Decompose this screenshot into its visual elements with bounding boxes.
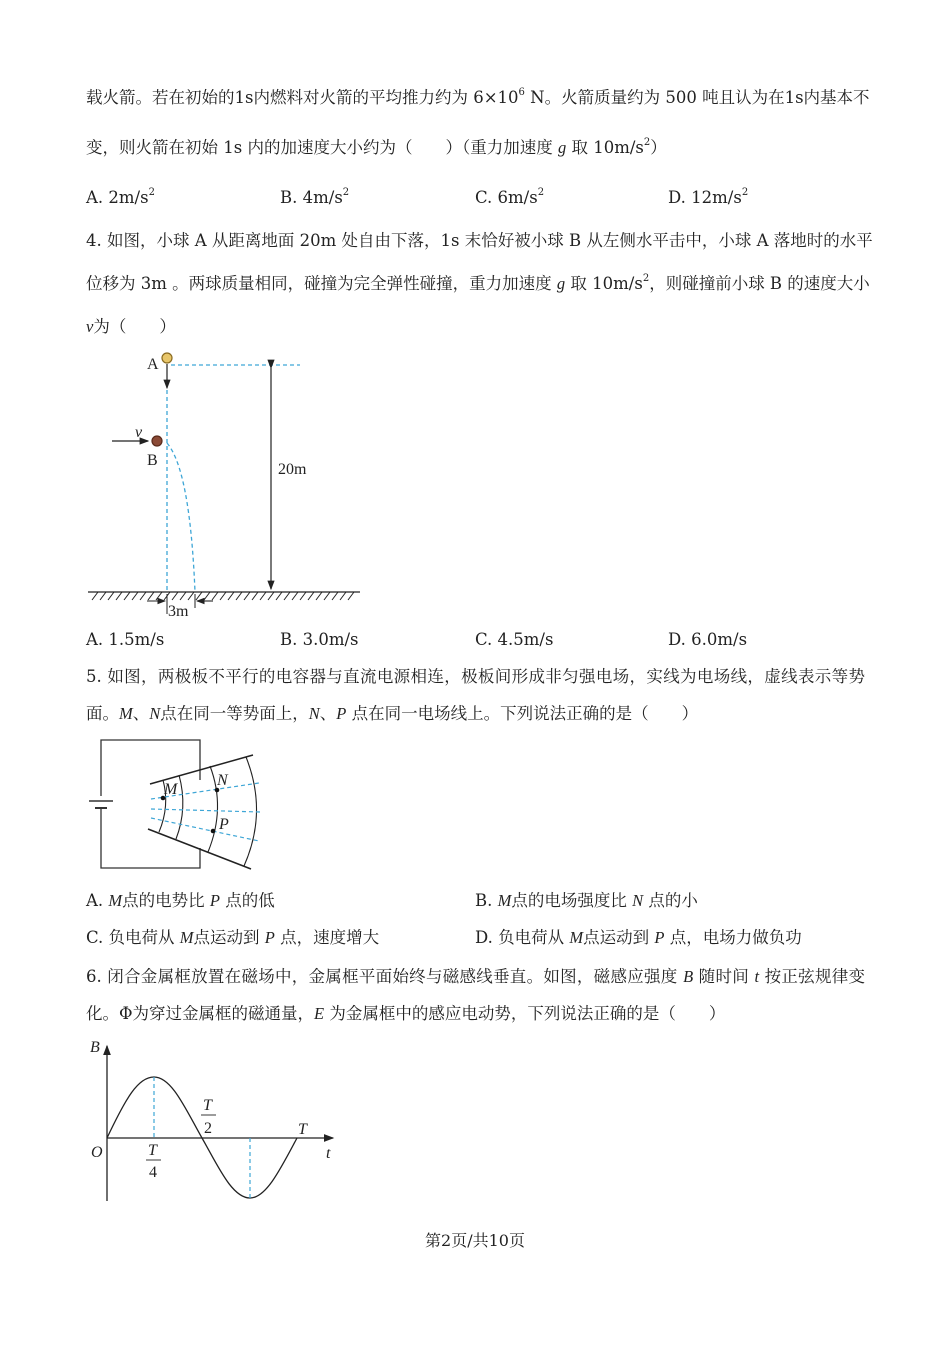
half-denominator: 2: [204, 1120, 212, 1137]
q4-option-c: C. 4.5m/s: [475, 630, 554, 649]
text: 化。Φ为穿过金属框的磁通量，: [86, 1004, 315, 1023]
variable: v: [86, 317, 94, 336]
label-b: B: [147, 452, 158, 469]
quarter-denominator: 4: [149, 1164, 157, 1181]
q4-option-b: B. 3.0m/s: [280, 630, 359, 649]
variable: E: [314, 1004, 325, 1023]
text: 取 10m/s: [565, 274, 643, 293]
label-a: A: [147, 356, 159, 373]
exponent: 2: [642, 273, 650, 284]
variable: M: [497, 891, 512, 910]
quarter-numerator: T: [148, 1142, 157, 1159]
text: D. 负电荷从: [475, 928, 570, 947]
text: 位移为 3m 。两球质量相同，碰撞为完全弹性碰撞，重力加速度: [86, 274, 557, 293]
page-footer: 第2页/共10页: [425, 1231, 525, 1250]
label-v: v: [135, 424, 143, 441]
text: 点的电势比: [122, 891, 210, 910]
q4-text-line1: 4. 如图，小球 A 从距离地面 20m 处自由下落，1s 末恰好被小球 B 从左侧水平击中，小球 A 落地时的水平: [86, 231, 873, 250]
label-p: P: [219, 816, 229, 833]
text: C. 负电荷从: [86, 928, 180, 947]
exponent: 2: [537, 187, 545, 198]
variable: P: [209, 891, 220, 910]
exponent: 2: [342, 187, 350, 198]
exponent: 2: [148, 187, 155, 198]
variable: g: [556, 274, 566, 293]
q5-text-line1: 5. 如图，两极板不平行的电容器与直流电源相连，极板间形成非匀强电场，实线为电场线，虚线表示等势: [86, 667, 865, 686]
exponent: 2: [741, 187, 749, 198]
variable: N: [632, 891, 644, 910]
text: 取 10m/s: [566, 138, 644, 157]
variable: P: [654, 928, 665, 947]
text: 点的电场强度比: [511, 891, 633, 910]
text: 点运动到: [193, 928, 265, 947]
variable: t: [754, 967, 760, 986]
text: B.: [475, 891, 498, 910]
period-label: T: [298, 1121, 307, 1138]
text: 、: [132, 704, 150, 723]
text: 变，则火箭在初始 1s 内的加速度大小约为（ ）（重力加速度: [86, 138, 558, 157]
text: 点在同一等势面上，: [160, 704, 309, 723]
text: 为（ ）: [93, 317, 176, 336]
displacement-label: 3m: [168, 603, 189, 620]
variable: M: [119, 704, 133, 723]
text: ）: [650, 138, 667, 157]
text: 6. 闭合金属框放置在磁场中，金属框平面始终与磁感线垂直。如图，磁感应强度: [86, 967, 684, 986]
variable: N: [308, 704, 320, 723]
origin-label: O: [91, 1144, 103, 1161]
variable: P: [336, 704, 347, 723]
variable: g: [557, 138, 567, 157]
text: 点在同一电场线上。下列说法正确的是（ ）: [346, 704, 699, 723]
height-label: 20m: [278, 461, 307, 478]
exponent: 2: [643, 137, 651, 148]
variable: P: [264, 928, 275, 947]
text: 点的低: [220, 891, 275, 910]
variable: M: [179, 928, 194, 947]
q4-option-a: A. 1.5m/s: [86, 630, 165, 649]
text: 按正弦规律变: [759, 967, 865, 986]
text: 面。: [86, 704, 119, 723]
text: ，则碰撞前小球 B 的速度大小: [649, 274, 870, 293]
q4-option-d: D. 6.0m/s: [668, 630, 748, 649]
half-numerator: T: [203, 1097, 212, 1114]
text: 随时间: [693, 967, 755, 986]
option-label: B. 4m/s: [280, 188, 343, 207]
variable: N: [149, 704, 161, 723]
option-label: C. 6m/s: [475, 188, 538, 207]
text: 点的小: [643, 891, 698, 910]
text: 点，电场力做负功: [664, 928, 802, 947]
variable: B: [683, 967, 694, 986]
option-label: A. 2m/s: [86, 188, 149, 207]
text: 载火箭。若在初始的1s内燃料对火箭的平均推力约为 6×10: [86, 88, 519, 107]
variable: M: [569, 928, 584, 947]
text: 点运动到: [583, 928, 655, 947]
text: N。火箭质量约为 500 吨且认为在1s内基本不: [524, 88, 870, 107]
text: A.: [86, 891, 109, 910]
x-axis-label: t: [326, 1145, 331, 1162]
label-n: N: [217, 772, 228, 789]
y-axis-label: B: [90, 1039, 100, 1056]
variable: M: [108, 891, 123, 910]
text: 点，速度增大: [274, 928, 380, 947]
text: 、: [319, 704, 337, 723]
option-label: D. 12m/s: [668, 188, 742, 207]
exponent: 6: [518, 87, 525, 98]
text: 为金属框中的感应电动势，下列说法正确的是（ ）: [324, 1004, 726, 1023]
label-m: M: [164, 781, 178, 798]
